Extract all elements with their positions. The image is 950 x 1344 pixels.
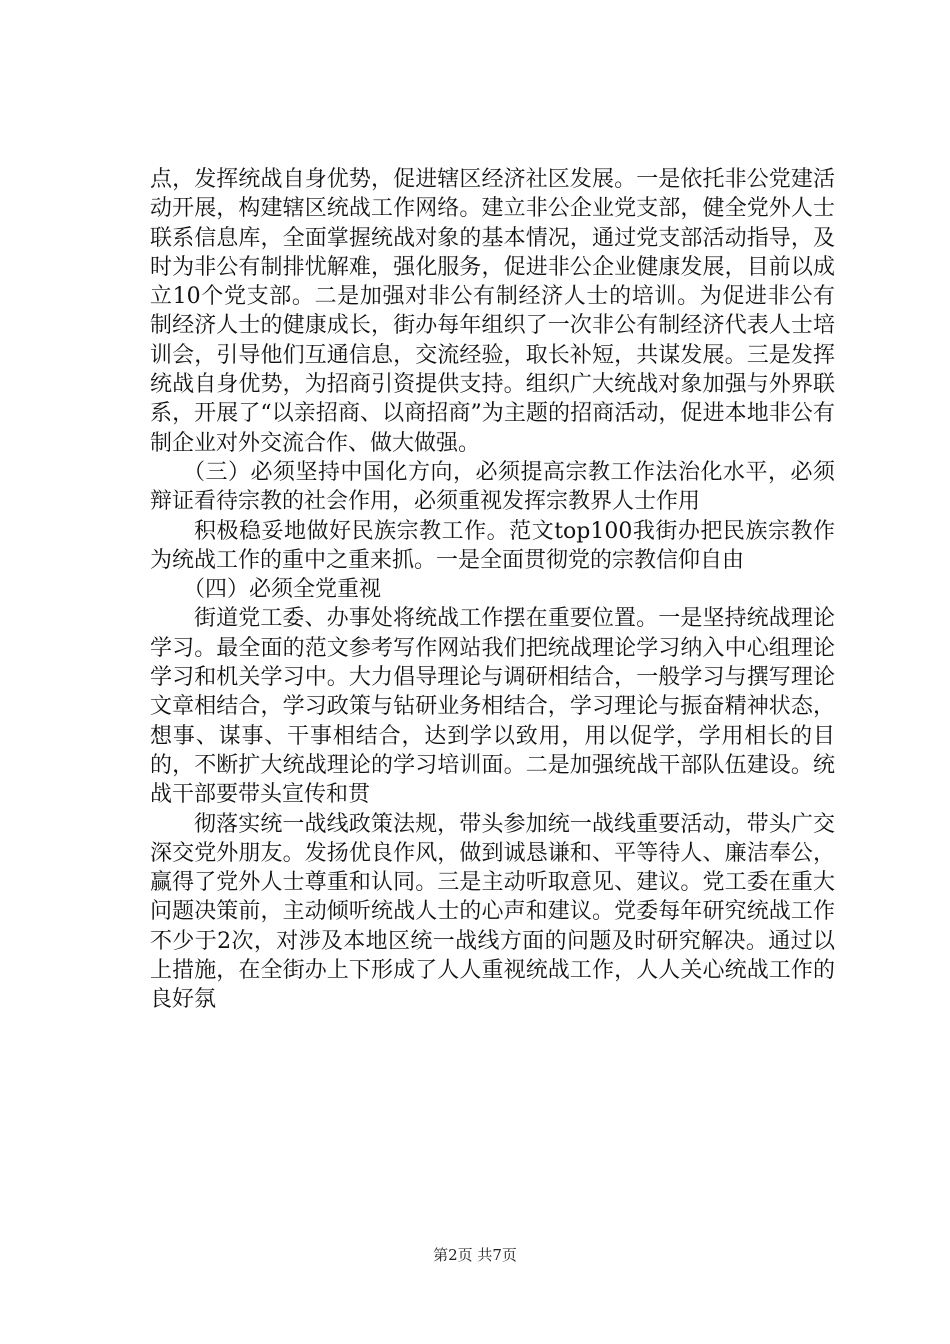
paragraph-implementation: 彻落实统一战线政策法规，带头参加统一战线重要活动，带头广交深交党外朋友。发扬优良作风，做到诚恳谦和、平等待人、廉洁奉公，赢得了党外人士尊重和认同。三是主动听取意见、建议。党工委在重大问题决策前，主动倾听统战人士的心声和建议。党委每年研究统战工作不少于2次，对涉及本地区统一战线方面的问题及时研究解决。通过以上措施，在全街办上下形成了人人重视统战工作，人人关心统战工作的良好氛 [150,811,835,1013]
paragraph-ethnic-religion: 积极稳妥地做好民族宗教工作。范文top100我街办把民族宗教作为统战工作的重中之重来抓。一是全面贯彻党的宗教信仰自由 [150,518,835,573]
document-body [150,165,835,1015]
paragraph-party-attention: 街道党工委、办事处将统战工作摆在重要位置。一是坚持统战理论学习。最全面的范文参考写作网站我们把统战理论学习纳入中心组理论学习和机关学习中。大力倡导理论与调研相结合，一般学习与撰写理论文章相结合，学习政策与钻研业务相结合，学习理论与振奋精神状态，想事、谋事、干事相结合，达到学以致用，用以促学，学用相长的目的，不断扩大统战理论的学习培训面。二是加强统战干部队伍建设。统战干部要带头宣传和贯 [150,606,835,808]
page-number-footer: 第2页 共7页 [433,1246,517,1264]
section-heading-three: （三）必须坚持中国化方向，必须提高宗教工作法治化水平，必须辩证看待宗教的社会作用，必须重视发挥宗教界人士作用 [150,459,835,515]
section-heading-four: （四）必须全党重视 [183,577,382,603]
paragraph-continuation: 点，发挥统战自身优势，促进辖区经济社区发展。一是依托非公党建活动开展，构建辖区统战工作网络。建立非公企业党支部，健全党外人士联系信息库，全面掌握统战对象的基本情况，通过党支部活动指导，及时为非公有制排忧解难，强化服务，促进非公企业健康发展，目前以成立10个党支部。二是加强对非公有制经济人士的培训。为促进非公有制经济人士的健康成长，街办每年组织了一次非公有制经济代表人士培训会，引导他们互通信息，交流经验，取长补短，共谋发展。三是发挥统战自身优势，为招商引资提供支持。组织广大统战对象加强与外界联系，开展了“以亲招商、以商招商”为主题的招商活动，促进本地非公有制企业对外交流合作、做大做强。 [150,167,835,456]
